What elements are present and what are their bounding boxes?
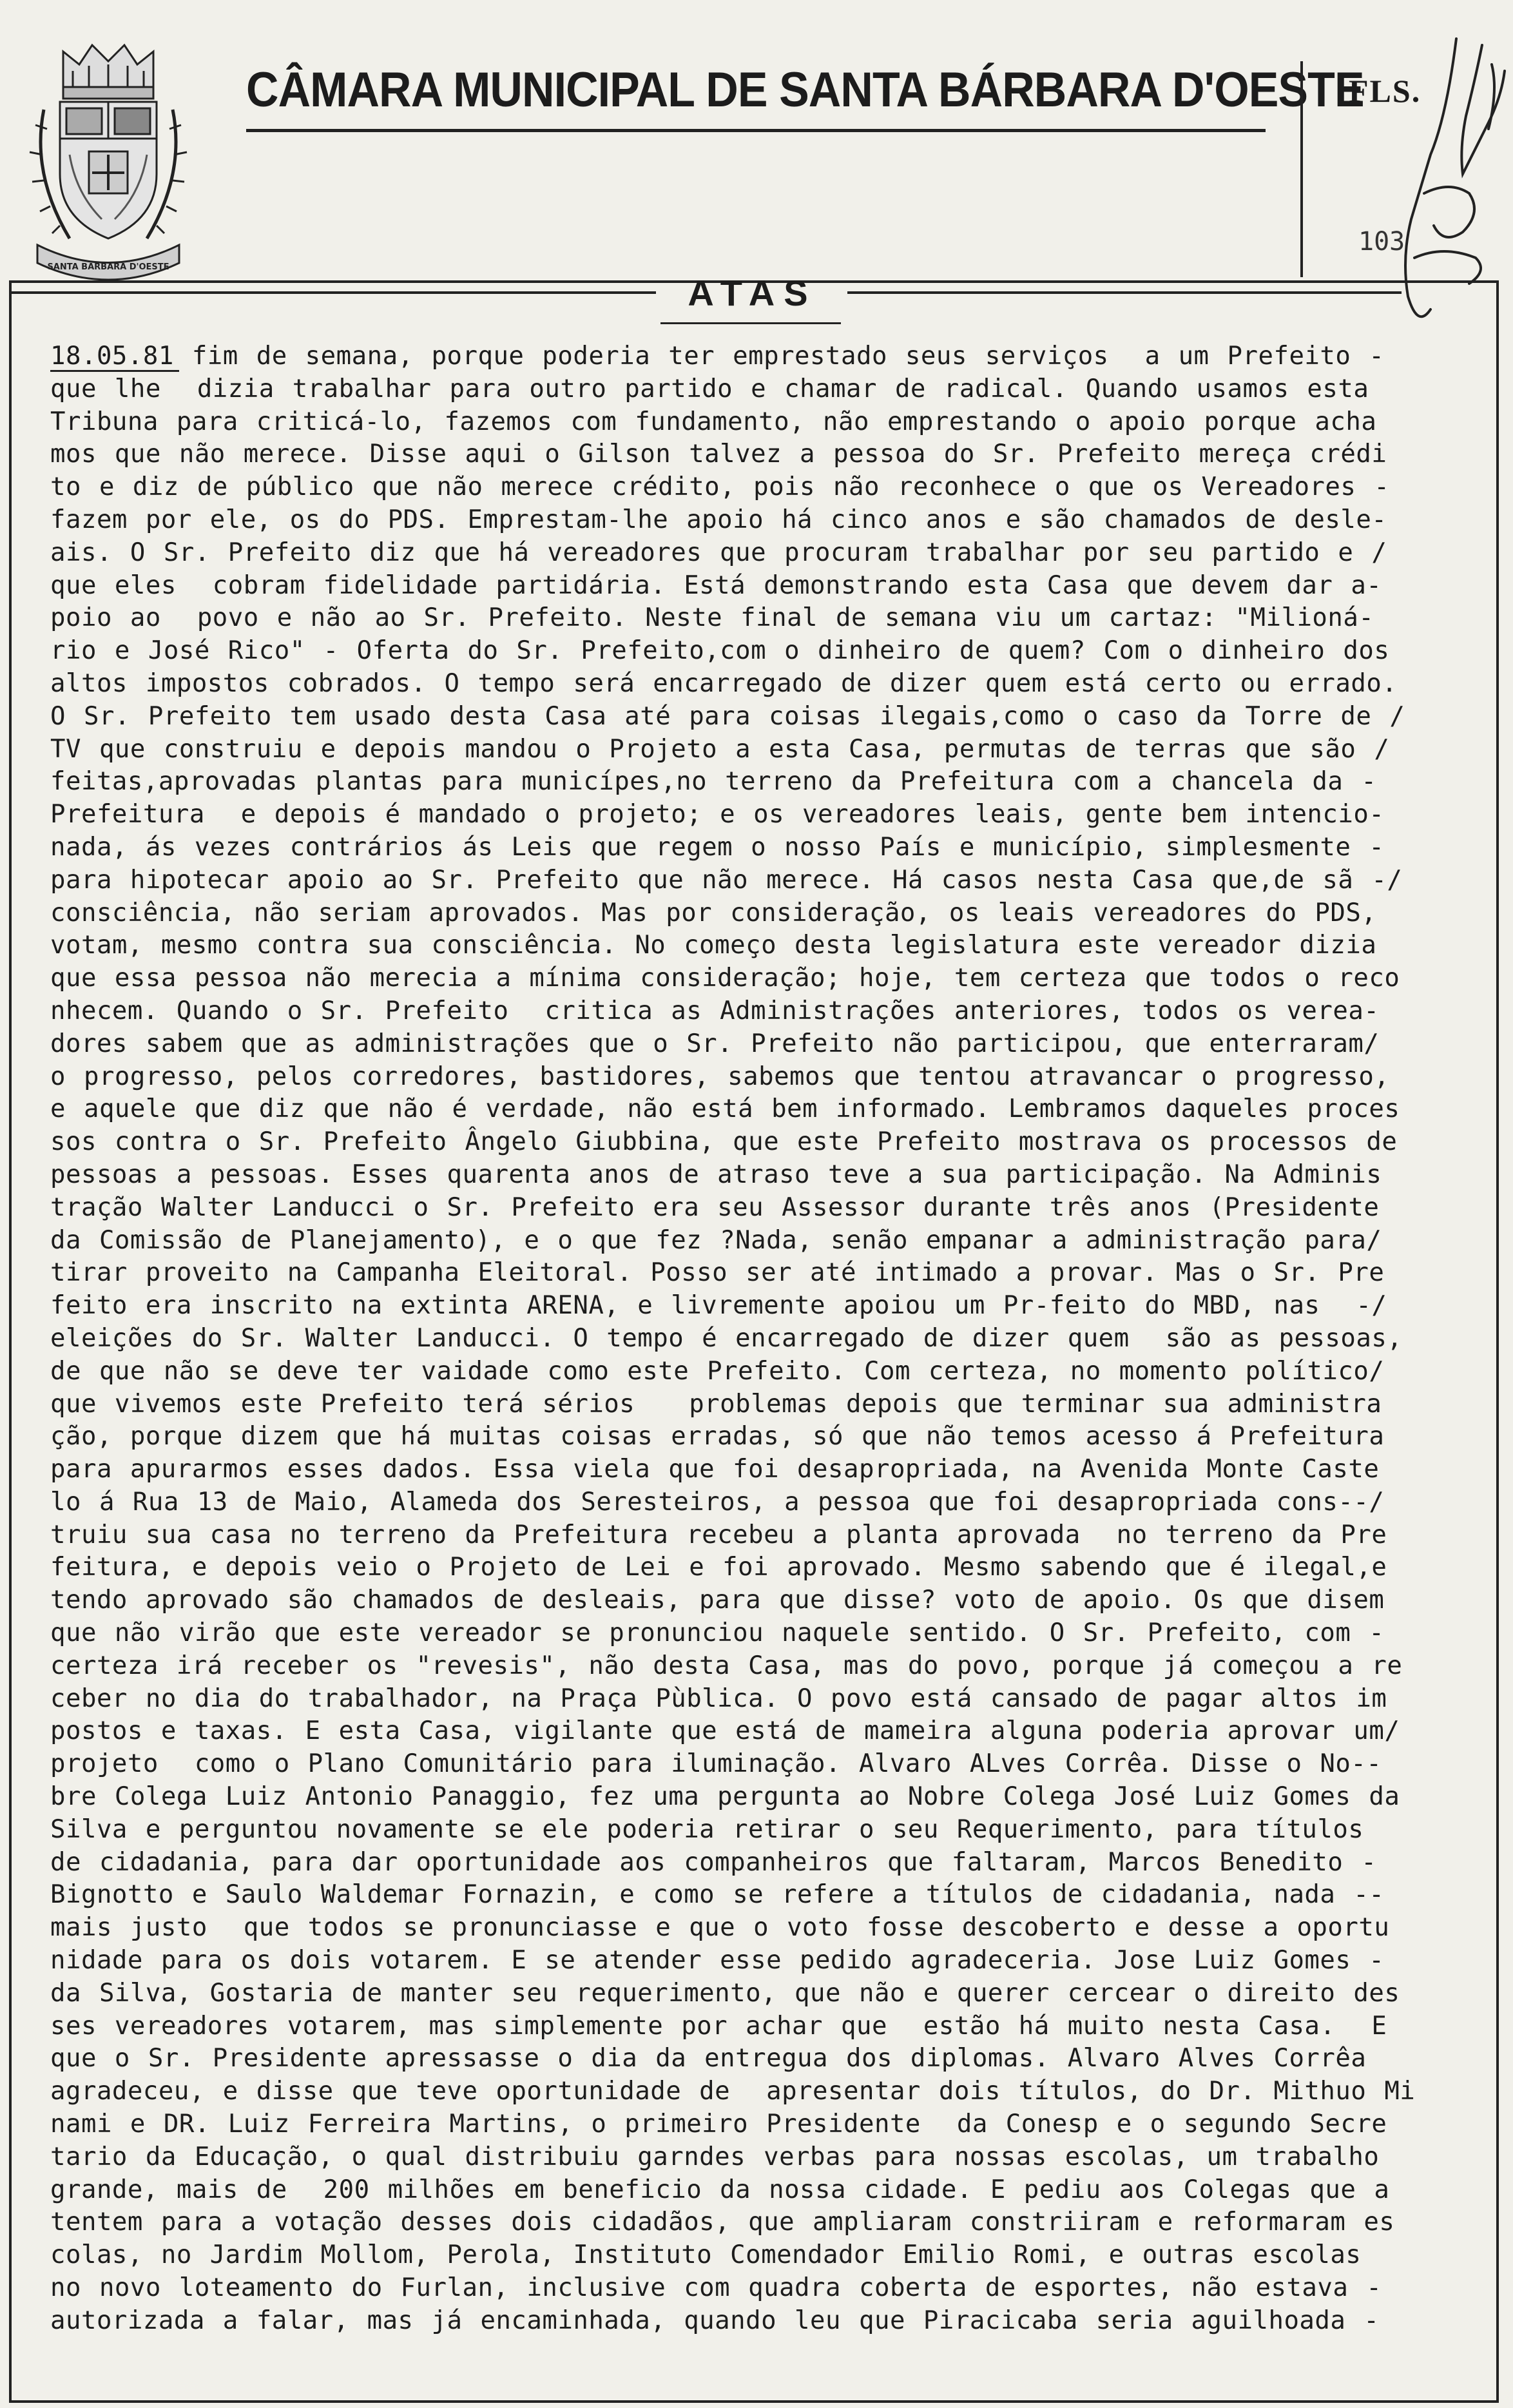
text-line: que eles cobram fidelidade partidária. Está demonstrando esta Casa que devem dar a-: [50, 570, 1382, 600]
text-line: nada, ás vezes contrários ás Leis que regem o nosso País e município, simplesmente -: [50, 832, 1385, 862]
text-line: Bignotto e Saulo Waldemar Fornazin, e como se refere a títulos de cidadania, nada --: [50, 1880, 1385, 1910]
text-line: to e diz de público que não merece crédito, pois não reconhece o que os Vereadores -: [50, 472, 1390, 502]
text-line: autorizada a falar, mas já encaminhada, quando leu que Piracicaba seria aguilhoada -: [50, 2306, 1380, 2335]
text-line: no novo loteamento do Furlan, inclusive com quadra coberta de esportes, não estava -: [50, 2273, 1382, 2303]
text-line: grande, mais de 200 milhões em beneficio da nossa cidade. E pediu aos Colegas que a: [50, 2175, 1390, 2204]
text-line: tração Walter Landucci o Sr. Prefeito era seu Assessor durante três anos (Presidente: [50, 1192, 1380, 1222]
text-line: feitura, e depois veio o Projeto de Lei e foi aprovado. Mesmo sabendo que é ilegal,e: [50, 1553, 1387, 1582]
text-line: tendo aprovado são chamados de desleais, para que disse? voto de apoio. Os que disem: [50, 1586, 1385, 1615]
text-line: de cidadania, para dar oportunidade aos companheiros que faltaram, Marcos Benedito -: [50, 1847, 1377, 1877]
text-line: TV que construiu e depois mandou o Projeto a esta Casa, permutas de terras que são /: [50, 734, 1390, 764]
text-line: lo á Rua 13 de Maio, Alameda dos Seresteiros, a pessoa que foi desapropriada cons--/: [50, 1487, 1385, 1517]
text-line: nidade para os dois votarem. E se atender esse pedido agradeceria. Jose Luiz Gomes -: [50, 1946, 1385, 1976]
section-rule-left: [12, 291, 656, 294]
text-line: consciência, não seriam aprovados. Mas por consideração, os leais vereadores do PDS,: [50, 898, 1377, 927]
text-line: de que não se deve ter vaidade como este Prefeito. Com certeza, no momento político/: [50, 1356, 1385, 1386]
text-line: altos impostos cobrados. O tempo será encarregado de dizer quem está certo ou errado.: [50, 668, 1398, 698]
text-line: projeto como o Plano Comunitário para iluminação. Alvaro ALves Corrêa. Disse o No--: [50, 1749, 1382, 1779]
text-line: Prefeitura e depois é mandado o projeto; e os vereadores leais, gente bem intencio-: [50, 800, 1385, 830]
text-line: certeza irá receber os "revesis", não desta Casa, mas do povo, porque já começou a re: [50, 1651, 1403, 1680]
text-line: que o Sr. Presidente apressasse o dia da entregua dos diplomas. Alvaro Alves Corrêa: [50, 2044, 1367, 2073]
text-line: feitas,aprovadas plantas para municípes,no terreno da Prefeitura com a chancela da -: [50, 767, 1377, 797]
text-line: O Sr. Prefeito tem usado desta Casa até para coisas ilegais,como o caso da Torre de /: [50, 701, 1405, 731]
text-line: bre Colega Luiz Antonio Panaggio, fez uma pergunta ao Nobre Colega José Luiz Gomes da: [50, 1782, 1400, 1812]
text-line: tario da Educação, o qual distribuiu garndes verbas para nossas escolas, um trabalho: [50, 2142, 1380, 2171]
text-line: eleições do Sr. Walter Landucci. O tempo é encarregado de dizer quem são as pessoas,: [50, 1323, 1403, 1353]
text-line: sos contra o Sr. Prefeito Ângelo Giubbina, que este Prefeito mostrava os processos de: [50, 1127, 1398, 1157]
svg-text:SANTA BARBARA D'OESTE: SANTA BARBARA D'OESTE: [47, 262, 169, 272]
text-line: ção, porque dizem que há muitas coisas erradas, só que não temos acesso á Prefeitura: [50, 1422, 1385, 1452]
text-line: para hipotecar apoio ao Sr. Prefeito que não merece. Há casos nesta Casa que,de sã -/: [50, 865, 1403, 895]
text-line: pessoas a pessoas. Esses quarenta anos de atraso teve a sua participação. Na Adminis: [50, 1160, 1382, 1189]
text-line: que lhe dizia trabalhar para outro partido e chamar de radical. Quando usamos esta: [50, 374, 1369, 403]
text-line: poio ao povo e não ao Sr. Prefeito. Neste final de semana viu um cartaz: "Milioná-: [50, 603, 1374, 633]
text-line: fazem por ele, os do PDS. Emprestam-lhe apoio há cinco anos e são chamados de desle-: [50, 505, 1387, 534]
text-line: ceber no dia do trabalhador, na Praça Pùblica. O povo está cansado de pagar altos im: [50, 1684, 1387, 1713]
text-line: colas, no Jardim Mollom, Perola, Instituto Comendador Emilio Romi, e outras escolas: [50, 2240, 1362, 2270]
text-line: ais. O Sr. Prefeito diz que há vereadores que procuram trabalhar por seu partido e /: [50, 538, 1387, 567]
text-line: ses vereadores votarem, mas simplemente por achar que estão há muito nesta Casa. E: [50, 2011, 1387, 2041]
text-line: o progresso, pelos corredores, bastidores, sabemos que tentou atravancar o progresso,: [50, 1062, 1390, 1091]
section-title-underline: [660, 322, 841, 324]
title-underline: [246, 129, 1266, 132]
section-title: ATAS: [688, 273, 817, 313]
text-line: mais justo que todos se pronunciasse e que o voto fosse descoberto e desse a oportu: [50, 1913, 1390, 1943]
page-title: CÂMARA MUNICIPAL DE SANTA BÁRBARA D'OESTE: [246, 63, 1364, 117]
minutes-body-text: [50, 340, 1442, 2338]
text-line: que vivemos este Prefeito terá sérios problemas depois que terminar sua administra: [50, 1389, 1382, 1419]
text-line: votam, mesmo contra sua consciência. No começo desta legislatura este vereador dizia: [50, 931, 1377, 960]
section-rule-right: [847, 291, 1402, 294]
text-line: postos e taxas. E esta Casa, vigilante que está de mameira alguna poderia aprovar um/: [50, 1716, 1400, 1746]
text-line: rio e José Rico" - Oferta do Sr. Prefeito,com o dinheiro de quem? Com o dinheiro dos: [50, 636, 1390, 666]
text-line: da Comissão de Planejamento), e o que fez ?Nada, senão empanar a administração para/: [50, 1225, 1382, 1255]
text-line: nhecem. Quando o Sr. Prefeito critica as Administrações anteriores, todos os verea-: [50, 996, 1380, 1025]
text-line: Tribuna para criticá-lo, fazemos com fundamento, não emprestando o apoio porque acha: [50, 407, 1377, 436]
fls-label: FLS.: [1349, 73, 1421, 109]
text-line: que não virão que este vereador se pronunciou naquele sentido. O Sr. Prefeito, com -: [50, 1618, 1385, 1648]
header-divider: [1300, 61, 1303, 277]
text-line: Silva e perguntou novamente se ele poderia retirar o seu Requerimento, para títulos: [50, 1814, 1364, 1844]
text-line: para apurarmos esses dados. Essa viela que foi desapropriada, na Avenida Monte Caste: [50, 1455, 1380, 1484]
text-line: truiu sua casa no terreno da Prefeitura recebeu a planta aprovada no terreno da Pre: [50, 1520, 1387, 1549]
text-line: tentem para a votação desses dois cidadãos, que ampliaram constriiram e reformaram es: [50, 2208, 1395, 2237]
text-line: e aquele que diz que não é verdade, não está bem informado. Lembramos daqueles proces: [50, 1094, 1400, 1124]
text-line: 18.05.81 fim de semana, porque poderia ter emprestado seus serviços a um Prefeito -: [50, 342, 1385, 371]
text-line: feito era inscrito na extinta ARENA, e livremente apoiou um Pr-feito do MBD, nas -/: [50, 1291, 1387, 1321]
text-line: mos que não merece. Disse aqui o Gilson talvez a pessoa do Sr. Prefeito mereça crédi: [50, 440, 1387, 469]
folio-number: 103: [1358, 227, 1405, 257]
text-line: agradeceu, e disse que teve oportunidade de apresentar dois títulos, do Dr. Mithuo Mi: [50, 2077, 1416, 2106]
municipal-crest-emblem: [24, 26, 192, 284]
text-line: tirar proveito na Campanha Eleitoral. Posso ser até intimado a provar. Mas o Sr. Pre: [50, 1258, 1385, 1288]
text-line: da Silva, Gostaria de manter seu requerimento, que não e querer cercear o direito des: [50, 1978, 1400, 2008]
text-line: que essa pessoa não merecia a mínima consideração; hoje, tem certeza que todos o reco: [50, 964, 1400, 993]
text-line: nami e DR. Luiz Ferreira Martins, o primeiro Presidente da Conesp e o segundo Secre: [50, 2110, 1387, 2139]
text-line: dores sabem que as administrações que o Sr. Prefeito não participou, que enterraram/: [50, 1029, 1380, 1058]
